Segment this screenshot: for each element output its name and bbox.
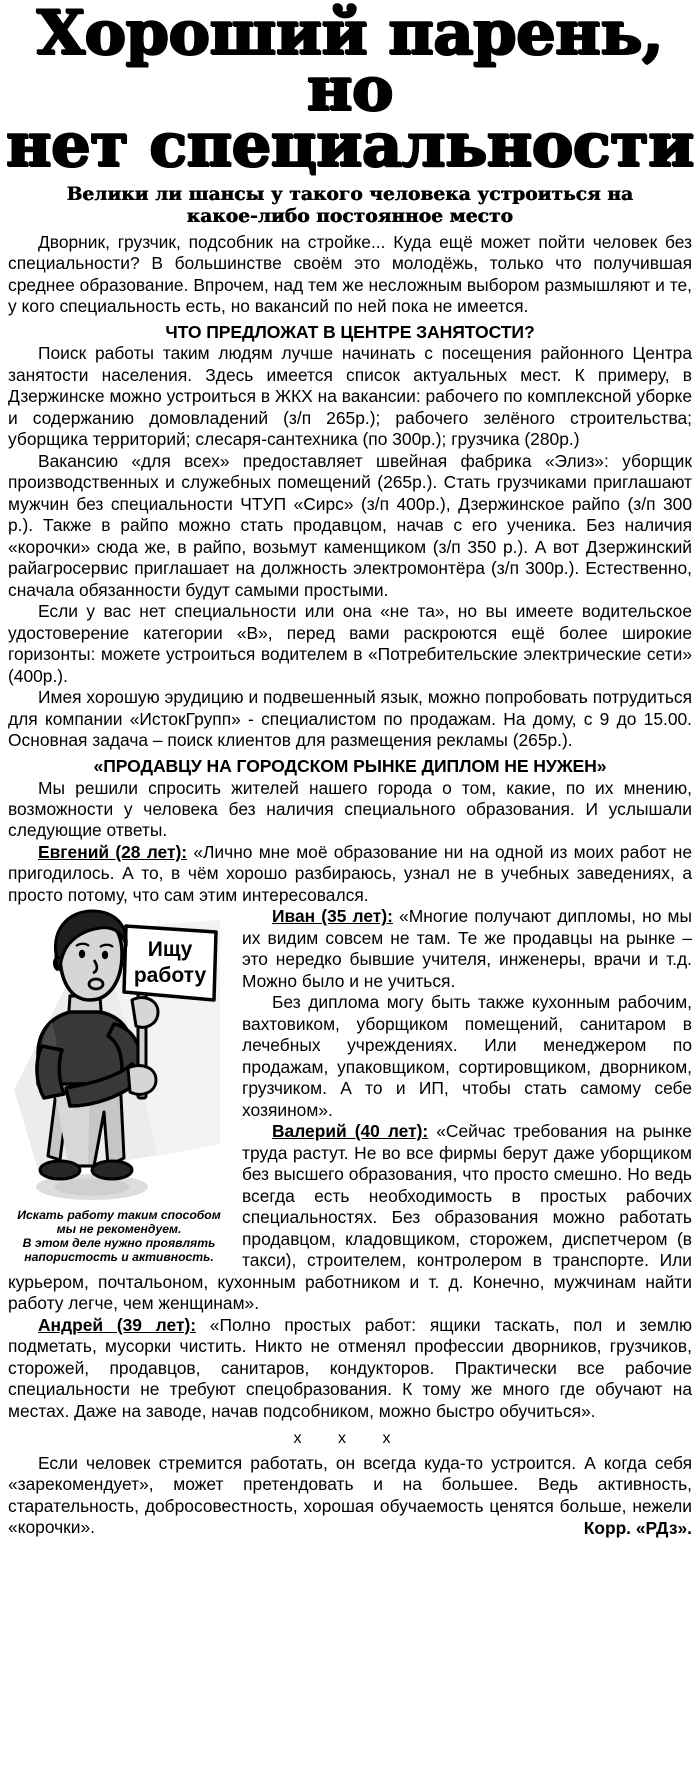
speaker-name-andrey: Андрей (39 лет): [38, 1314, 197, 1335]
quote-text-valery: «Сейчас требования на рынке труда растут. Не во все фирмы берут даже уборщиком без высшего образования, что просто смешно. Но ведь всегда есть необходимость в простых рабочих специальностях. Без образования можно работать продавцом, кладовщиком, сторожем, диспетчером (в такси), строителем, контролером в транспорте. Или курьером, почтальоном, кухонным работником и т. д. Конечно, мужчинам найти работу легче, чем женщинам». [8, 1121, 692, 1314]
sign-text-line-2: работу [133, 964, 207, 988]
headline-line-2: нет специальности [6, 110, 694, 182]
paragraph-intro: Дворник, грузчик, подсобник на стройке... Куда ещё может пойти человек без специальности? В большинстве своём это молодёжь, только что получившая среднее образование. Впрочем, над тем же несложным выбором размышляют и те, у кого специальность есть, но вакансий по ней пока не имеется. [8, 231, 692, 317]
quote-text-evgeny: «Лично мне моё образование ни на одной из моих работ не пригодилось. А то, в чём хорошо разбираюсь, узнал не в учебных заведениях, а просто потому, что сам этим интересовался. [8, 841, 692, 905]
arm-left [37, 1046, 64, 1098]
hand-lower [128, 1066, 156, 1095]
speaker-name-evgeny: Евгений (28 лет): [38, 841, 188, 862]
quote-ivan-continued: Без диплома могу быть также кухонным рабочим, вахтовиком, уборщиком помещений, санитаром в лечебных учреждениях. Или менеджером по продажам, упаковщиком, сортировщиком, дворником, грузчиком. А то и ИП, чтобы стать самому себе хозяином». [242, 992, 692, 1120]
quote-andrey [8, 1315, 692, 1422]
eye-left [79, 950, 85, 958]
quote-text-andrey: «Полно простых работ: ящики таскать, пол и землю подметать, мусорки чистить. Никто не отменял профессии дворников, грузчиков, сторожей, продавцов, санитаров, кондукторов. Практически все рабочие специальности не требуют спецобразования. К тому же много где обучают на местах. Даже на заводе, начав подсобником, можно быстро обучиться». [8, 1314, 692, 1421]
sign-text-line-1: Ищу [147, 938, 193, 962]
speaker-name-valery: Валерий (40 лет): [272, 1121, 429, 1142]
section-divider: х х х [293, 1430, 407, 1448]
paragraph-vacancies: Вакансию «для всех» предоставляет швейная фабрика «Элиз»: уборщик производственных и служебных помещений (265р.). Стать грузчиками приглашают мужчин без специальности ЧТУП «Сирс» (з/п 400р.), Дзержинское райпо (з/п 300 р.). Также в райпо можно стать продавцом, начав с его ученика. Без наличия «корочки» сюда же, в райпо, возьмут каменщиком (з/п 350 р.). А вот Дзержинский райагросервис приглашает на должность электромонтёра (з/п 300р.). Естественно, сначала обязанности будут самыми простыми. [8, 450, 692, 600]
eye-right [102, 951, 108, 959]
illustration-canvas [8, 908, 230, 1208]
caption-line-4: напористость и активность. [24, 1250, 214, 1265]
illustration-figure [8, 908, 230, 1265]
job-seeker-illustration [8, 908, 230, 1208]
quote-evgeny [8, 842, 692, 906]
paragraph-closing: Если человек стремится работать, он всегда куда-то устроится. А когда себя «зарекомендует», может претендовать и на большее. Ведь активность, старательность, добросовестность, хорошая обучаемость ценятся больше, нежели «корочки». [8, 1452, 692, 1538]
caption-line-2: мы не рекомендуем. [56, 1222, 182, 1237]
paragraph-drivers-license: Если у вас нет специальности или она «не та», но вы имеете водительское удостоверение категории «В», перед вами раскроются ещё более широкие горизонты: можете устроиться водителем в «Потребительские электрические сети» (400р.). [8, 601, 692, 686]
quote-text-ivan: «Многие получают дипломы, но мы их видим совсем не там. Те же продавцы на рынке – это нередко бывшие учителя, инженеры, врачи и т.д. Можно было и не учиться. [242, 906, 693, 991]
byline: Корр. «РДз». [583, 1517, 692, 1538]
headline-line-1: Хороший парень, но [36, 0, 664, 126]
caption-line-3: В этом деле нужно проявлять [22, 1236, 216, 1251]
page-title [1, 0, 699, 182]
ground-shadow-inner [54, 1179, 130, 1196]
paragraph-sales-specialist: Имея хорошую эрудицию и подвешенный язык, можно попробовать потрудиться для компании «ИстокГрупп» - специалистом по продажам. На дому, с 9 до 15.00. Основная задача – поиск клиентов для размещения рекламы (265р.). [8, 687, 692, 751]
shoe-left [40, 1161, 80, 1179]
caption-line-1: Искать работу таким способом [17, 1208, 221, 1223]
paragraph-survey-intro: Мы решили спросить жителей нашего города о том, какие, по их мнению, возможности у человека без наличия специального образования. И услышали следующие ответы. [8, 777, 692, 841]
shoe-right [92, 1161, 132, 1179]
paragraph-job-search: Поиск работы таким людям лучше начинать с посещения районного Центра занятости населения. Здесь имеется список актуальных мест. К примеру, в Дзержинске можно устроиться в ЖКХ на вакансии: рабочего по комплексной уборке и содержанию домовладений (з/п 265р.); рабочего зелёного строительства; уборщика территорий; слесаря-сантехника (по 300р.); грузчика (280р.) [8, 343, 692, 450]
article-body [8, 232, 692, 1540]
subtitle-deck: Велики ли шансы у такого человека устроиться на какое-либо постоянное место [66, 184, 634, 227]
section-heading-employment-center: ЧТО ПРЕДЛОЖАТ В ЦЕНТРЕ ЗАНЯТОСТИ? [165, 321, 535, 342]
section-heading-market-seller: «ПРОДАВЦУ НА ГОРОДСКОМ РЫНКЕ ДИПЛОМ НЕ НУЖЕН» [93, 755, 607, 776]
hand-upper [132, 998, 158, 1028]
speaker-name-ivan: Иван (35 лет): [272, 906, 393, 927]
illustration-caption [8, 1209, 230, 1265]
